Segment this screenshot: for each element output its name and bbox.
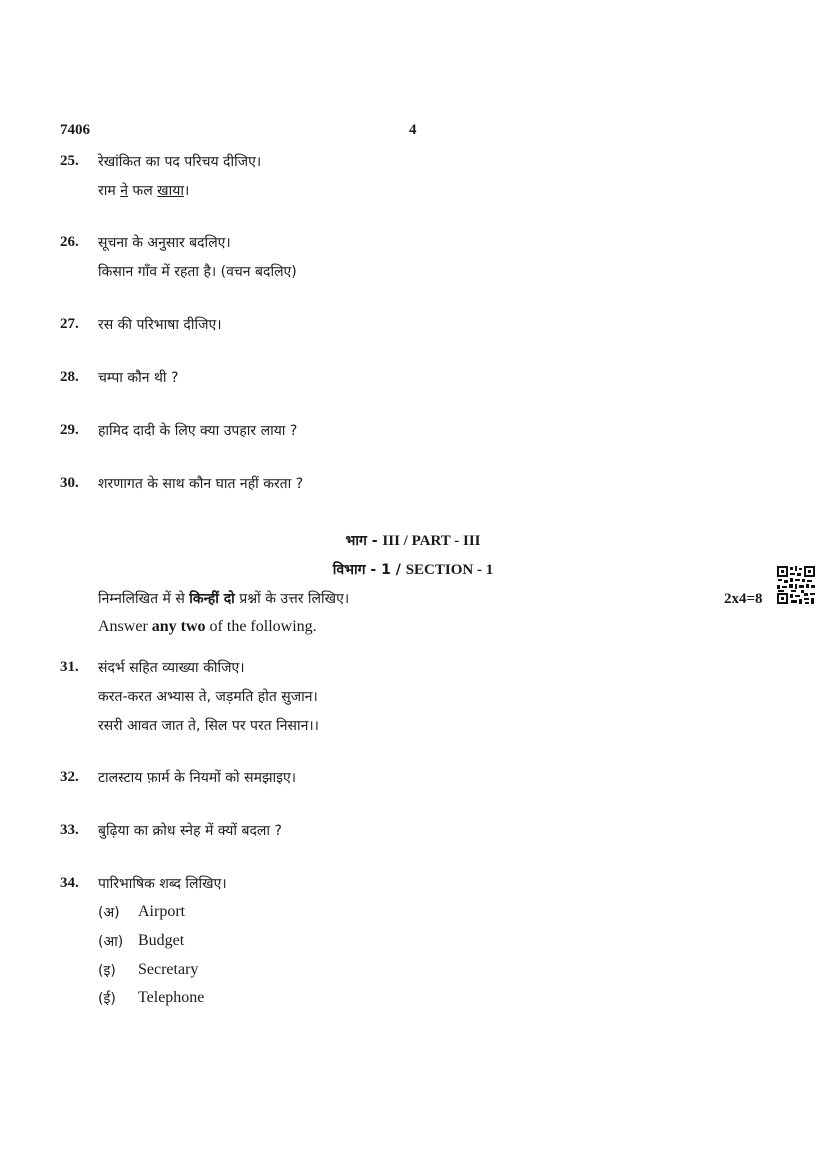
question-text: शरणागत के साथ कौन घात नहीं करता ? bbox=[98, 476, 304, 492]
section-heading-en: SECTION - 1 bbox=[405, 562, 494, 578]
question-number: 29. bbox=[60, 422, 79, 438]
option-text: Airport bbox=[138, 903, 186, 920]
paper-code: 7406 bbox=[60, 122, 90, 138]
qr-code-icon bbox=[776, 565, 816, 605]
question-text: रसरी आवत जात ते, सिल पर परत निसान।। bbox=[98, 718, 319, 734]
question-number: 28. bbox=[60, 369, 79, 385]
question-text: रस की परिभाषा दीजिए। bbox=[98, 317, 222, 333]
underlined-word: ने bbox=[120, 183, 128, 199]
section-heading-hi: विभाग - 1 / bbox=[332, 562, 406, 578]
question-number: 32. bbox=[60, 769, 79, 785]
part-heading-en: III / PART - III bbox=[382, 533, 481, 549]
sentence-part: । bbox=[183, 183, 190, 199]
question-number: 31. bbox=[60, 659, 79, 675]
option-label: (इ) bbox=[98, 963, 116, 979]
question-text: पारिभाषिक शब्द लिखिए। bbox=[98, 876, 227, 892]
underlined-word: खाया bbox=[157, 183, 184, 199]
question-text: संदर्भ सहित व्याख्या कीजिए। bbox=[98, 660, 245, 676]
option-text: Budget bbox=[138, 932, 185, 949]
question-text: हामिद दादी के लिए क्या उपहार लाया ? bbox=[98, 423, 298, 439]
question-text: टालस्टाय फ़ार्म के नियमों को समझाइए। bbox=[98, 770, 297, 786]
instruction-part: of the following. bbox=[205, 618, 317, 635]
option-label: (ई) bbox=[98, 991, 116, 1007]
part-heading-hi: भाग - bbox=[345, 533, 383, 549]
option-text: Telephone bbox=[138, 989, 205, 1006]
sentence-part: फल bbox=[127, 183, 158, 199]
page-number: 4 bbox=[409, 122, 417, 138]
section-heading bbox=[0, 560, 826, 579]
instruction-hi bbox=[98, 589, 349, 608]
option-label: (आ) bbox=[98, 934, 124, 950]
marks-badge: 2x4=8 bbox=[724, 591, 763, 607]
question-sentence bbox=[98, 181, 189, 200]
question-number: 33. bbox=[60, 822, 79, 838]
instruction-part: निम्नलिखित में से bbox=[98, 591, 190, 607]
question-number: 27. bbox=[60, 316, 79, 332]
option-label: (अ) bbox=[98, 905, 120, 921]
question-text: रेखांकित का पद परिचय दीजिए। bbox=[98, 154, 262, 170]
question-text: चम्पा कौन थी ? bbox=[98, 370, 179, 386]
question-text: करत-करत अभ्यास ते, जड़मति होत सुजान। bbox=[98, 689, 318, 705]
question-text: सूचना के अनुसार बदलिए। bbox=[98, 235, 231, 251]
instruction-part: प्रश्नों के उत्तर लिखिए। bbox=[234, 591, 350, 607]
question-number: 26. bbox=[60, 234, 79, 250]
instruction-en bbox=[98, 618, 317, 636]
instruction-emphasis: किन्हीं दो bbox=[189, 591, 235, 607]
sentence-part: राम bbox=[98, 183, 121, 199]
question-number: 34. bbox=[60, 875, 79, 891]
question-number: 25. bbox=[60, 153, 79, 169]
question-text: बुढ़िया का क्रोध स्नेह में क्यों बदला ? bbox=[98, 823, 282, 839]
instruction-emphasis: any two bbox=[151, 618, 206, 635]
option-text: Secretary bbox=[138, 961, 199, 978]
part-heading bbox=[0, 531, 826, 550]
question-text: किसान गाँव में रहता है। (वचन बदलिए) bbox=[98, 264, 297, 280]
question-number: 30. bbox=[60, 475, 79, 491]
instruction-part: Answer bbox=[98, 618, 152, 635]
